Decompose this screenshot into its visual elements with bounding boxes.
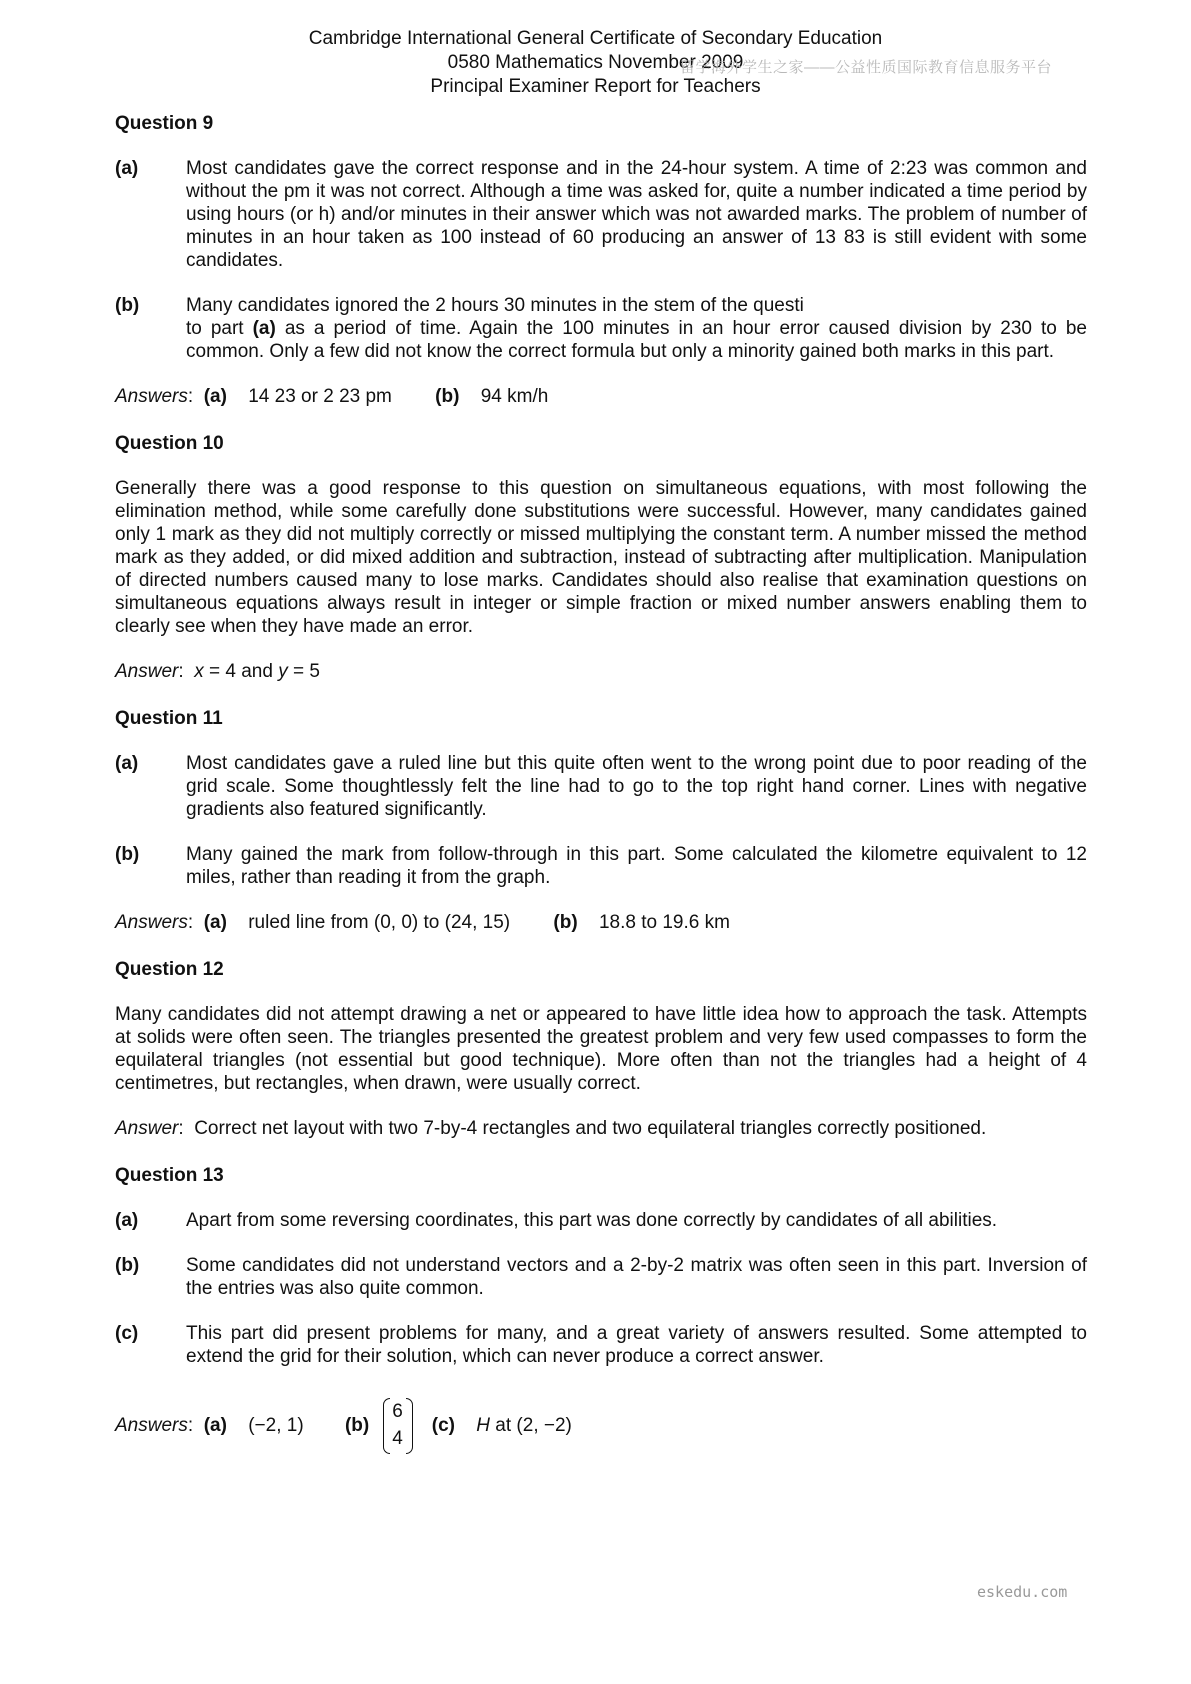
- question-13-part-a: [115, 1209, 1087, 1232]
- watermark-text: 留学海外学生之家——公益性质国际教育信息服务平台: [680, 59, 1053, 76]
- question-9-part-b: [115, 294, 1087, 363]
- answer-text: = 5: [287, 661, 320, 682]
- question-12-title: Question 12: [115, 959, 224, 980]
- part-label: (b): [115, 1255, 140, 1276]
- answer-a-label: (a): [203, 912, 227, 933]
- answer-b-label: (b): [435, 386, 460, 407]
- question-10-answer: Answer: x = 4 and y = 5: [115, 661, 320, 682]
- part-text: This part did present problems for many, and a great variety of answers resulted. Some attempted to extend the grid for their solution, which can never produce a correct answer.: [186, 1323, 1087, 1367]
- answer-variable-y: y: [278, 661, 288, 682]
- part-text-segment: as a period of time. Again the 100 minutes in an hour error caused division by 230 to be common. Only a few did not know the correct formula but only a minority gained both marks in this part.: [186, 318, 1087, 362]
- question-9-title: Question 9: [115, 113, 214, 134]
- answer-c-value: at (2, −2): [490, 1415, 572, 1437]
- question-10-text: Generally there was a good response to this question on simultaneous equations, with most following the elimination method, while some carefully done substitutions were successful. However, many candidates gained only 1 mark as they did not multiply correctly or missed multiplying the constant term. A number missed the method mark as they added, or did mixed addition and subtraction, instead of subtracting after multiplication. Manipulation of directed numbers caused many to lose marks. Candidates should also realise that examination questions on simultaneous equations always result in integer or simple fraction or mixed number answers enabling them to clearly see when they have made an error.: [115, 478, 1087, 637]
- question-11-part-a: [115, 752, 1087, 821]
- part-label: (a): [115, 1210, 139, 1231]
- question-11-part-b: [115, 843, 1087, 889]
- answer-label: Answer: [115, 661, 179, 682]
- answer-c-label: (c): [431, 1415, 456, 1437]
- question-11-answers: Answers: (a) ruled line from (0, 0) to (24, 15) (b) 18.8 to 19.6 km: [115, 912, 730, 933]
- part-ref-bold: (a): [252, 318, 276, 339]
- part-label: (a): [115, 158, 139, 179]
- vector-bottom-value: 4: [392, 1428, 403, 1449]
- answer-a-label: (a): [203, 386, 227, 407]
- part-text: Apart from some reversing coordinates, this part was done correctly by candidates of all abilities.: [186, 1210, 998, 1231]
- question-13-title: Question 13: [115, 1165, 224, 1186]
- answer-label: Answer: [115, 1118, 179, 1139]
- part-label: (a): [115, 753, 139, 774]
- part-text: Most candidates gave a ruled line but this quite often went to the wrong point due to poor reading of the grid scale. Some thoughtlessly felt the line had to go to the top right hand corner. Lines with negative gradients also featured significantly.: [186, 753, 1087, 820]
- question-10-title: Question 10: [115, 433, 224, 454]
- footer-watermark: eskedu.com: [977, 1583, 1068, 1601]
- question-13-part-c: [115, 1322, 1087, 1368]
- question-12-answer: Answer: Correct net layout with two 7-by-4 rectangles and two equilateral triangles correctly positioned.: [115, 1118, 987, 1139]
- part-label: (b): [115, 295, 140, 316]
- answer-b-value: 94 km/h: [480, 386, 549, 407]
- question-13-part-b: [115, 1254, 1087, 1300]
- header-line-1: Cambridge International General Certificate of Secondary Education: [308, 28, 883, 49]
- column-vector: [383, 1398, 413, 1454]
- answer-b-label: (b): [344, 1415, 370, 1437]
- answers-label: Answers: [115, 912, 188, 933]
- answers-label: Answers: [115, 386, 188, 407]
- part-text: Many gained the mark from follow-through in this part. Some calculated the kilometre equivalent to 12 miles, rather than reading it from the graph.: [186, 844, 1087, 888]
- question-11-title: Question 11: [115, 708, 223, 729]
- header-line-2: 0580 Mathematics November 2009: [447, 52, 744, 73]
- part-text: [186, 294, 1087, 363]
- header-line-3: Principal Examiner Report for Teachers: [430, 76, 761, 97]
- answer-b-value: 18.8 to 19.6 km: [598, 912, 730, 933]
- question-13-answers: Answers: (a) (−2, 1) (b) 6 4 (c) H at (2, −2): [115, 1398, 1087, 1454]
- answer-a-value: (−2, 1): [248, 1415, 304, 1437]
- question-9-answers: Answers: (a) 14 23 or 2 23 pm (b) 94 km/h: [115, 386, 549, 407]
- report-body: [115, 112, 1087, 1478]
- question-12-text: Many candidates did not attempt drawing a net or appeared to have little idea how to approach the task. Attempts at solids were often seen. The triangles presented the greatest problem and very few used compasses to form the equilateral triangles (not essential but good technique). More often than not the triangles had a height of 4 centimetres, but rectangles, when drawn, were usually correct.: [115, 1004, 1087, 1094]
- answer-text: = 4 and: [203, 661, 279, 682]
- vector-top-value: 6: [392, 1401, 403, 1422]
- answer-c-variable: H: [476, 1415, 491, 1437]
- part-text: Some candidates did not understand vectors and a 2-by-2 matrix was often seen in this part. Inversion of the entries was also quite common.: [186, 1255, 1087, 1299]
- part-text-segment: to part: [186, 318, 253, 339]
- answer-a-value: 14 23 or 2 23 pm: [248, 386, 392, 407]
- answer-b-label: (b): [553, 912, 578, 933]
- answer-variable-x: x: [194, 661, 204, 682]
- part-label: (c): [115, 1323, 139, 1344]
- part-text-line-1: Many candidates ignored the 2 hours 30 minutes in the stem of the questi: [186, 295, 804, 316]
- part-label: (b): [115, 844, 140, 865]
- question-9-part-a: [115, 157, 1087, 272]
- right-bracket: [406, 1398, 413, 1454]
- answer-a-label: (a): [203, 1415, 227, 1437]
- part-text: Most candidates gave the correct response and in the 24-hour system. A time of 2:23 was common and without the pm it was not correct. Although a time was asked for, quite a number indicated a time period by using hours (or h) and/or minutes in their answer which was not awarded marks. The problem of number of minutes in an hour taken as 100 instead of 60 producing an answer of 13 83 is still evident with some candidates.: [186, 158, 1087, 271]
- answer-a-value: ruled line from (0, 0) to (24, 15): [248, 912, 511, 933]
- answer-value: Correct net layout with two 7-by-4 rectangles and two equilateral triangles correctly positioned.: [194, 1118, 987, 1139]
- answers-label: Answers: [115, 1415, 188, 1437]
